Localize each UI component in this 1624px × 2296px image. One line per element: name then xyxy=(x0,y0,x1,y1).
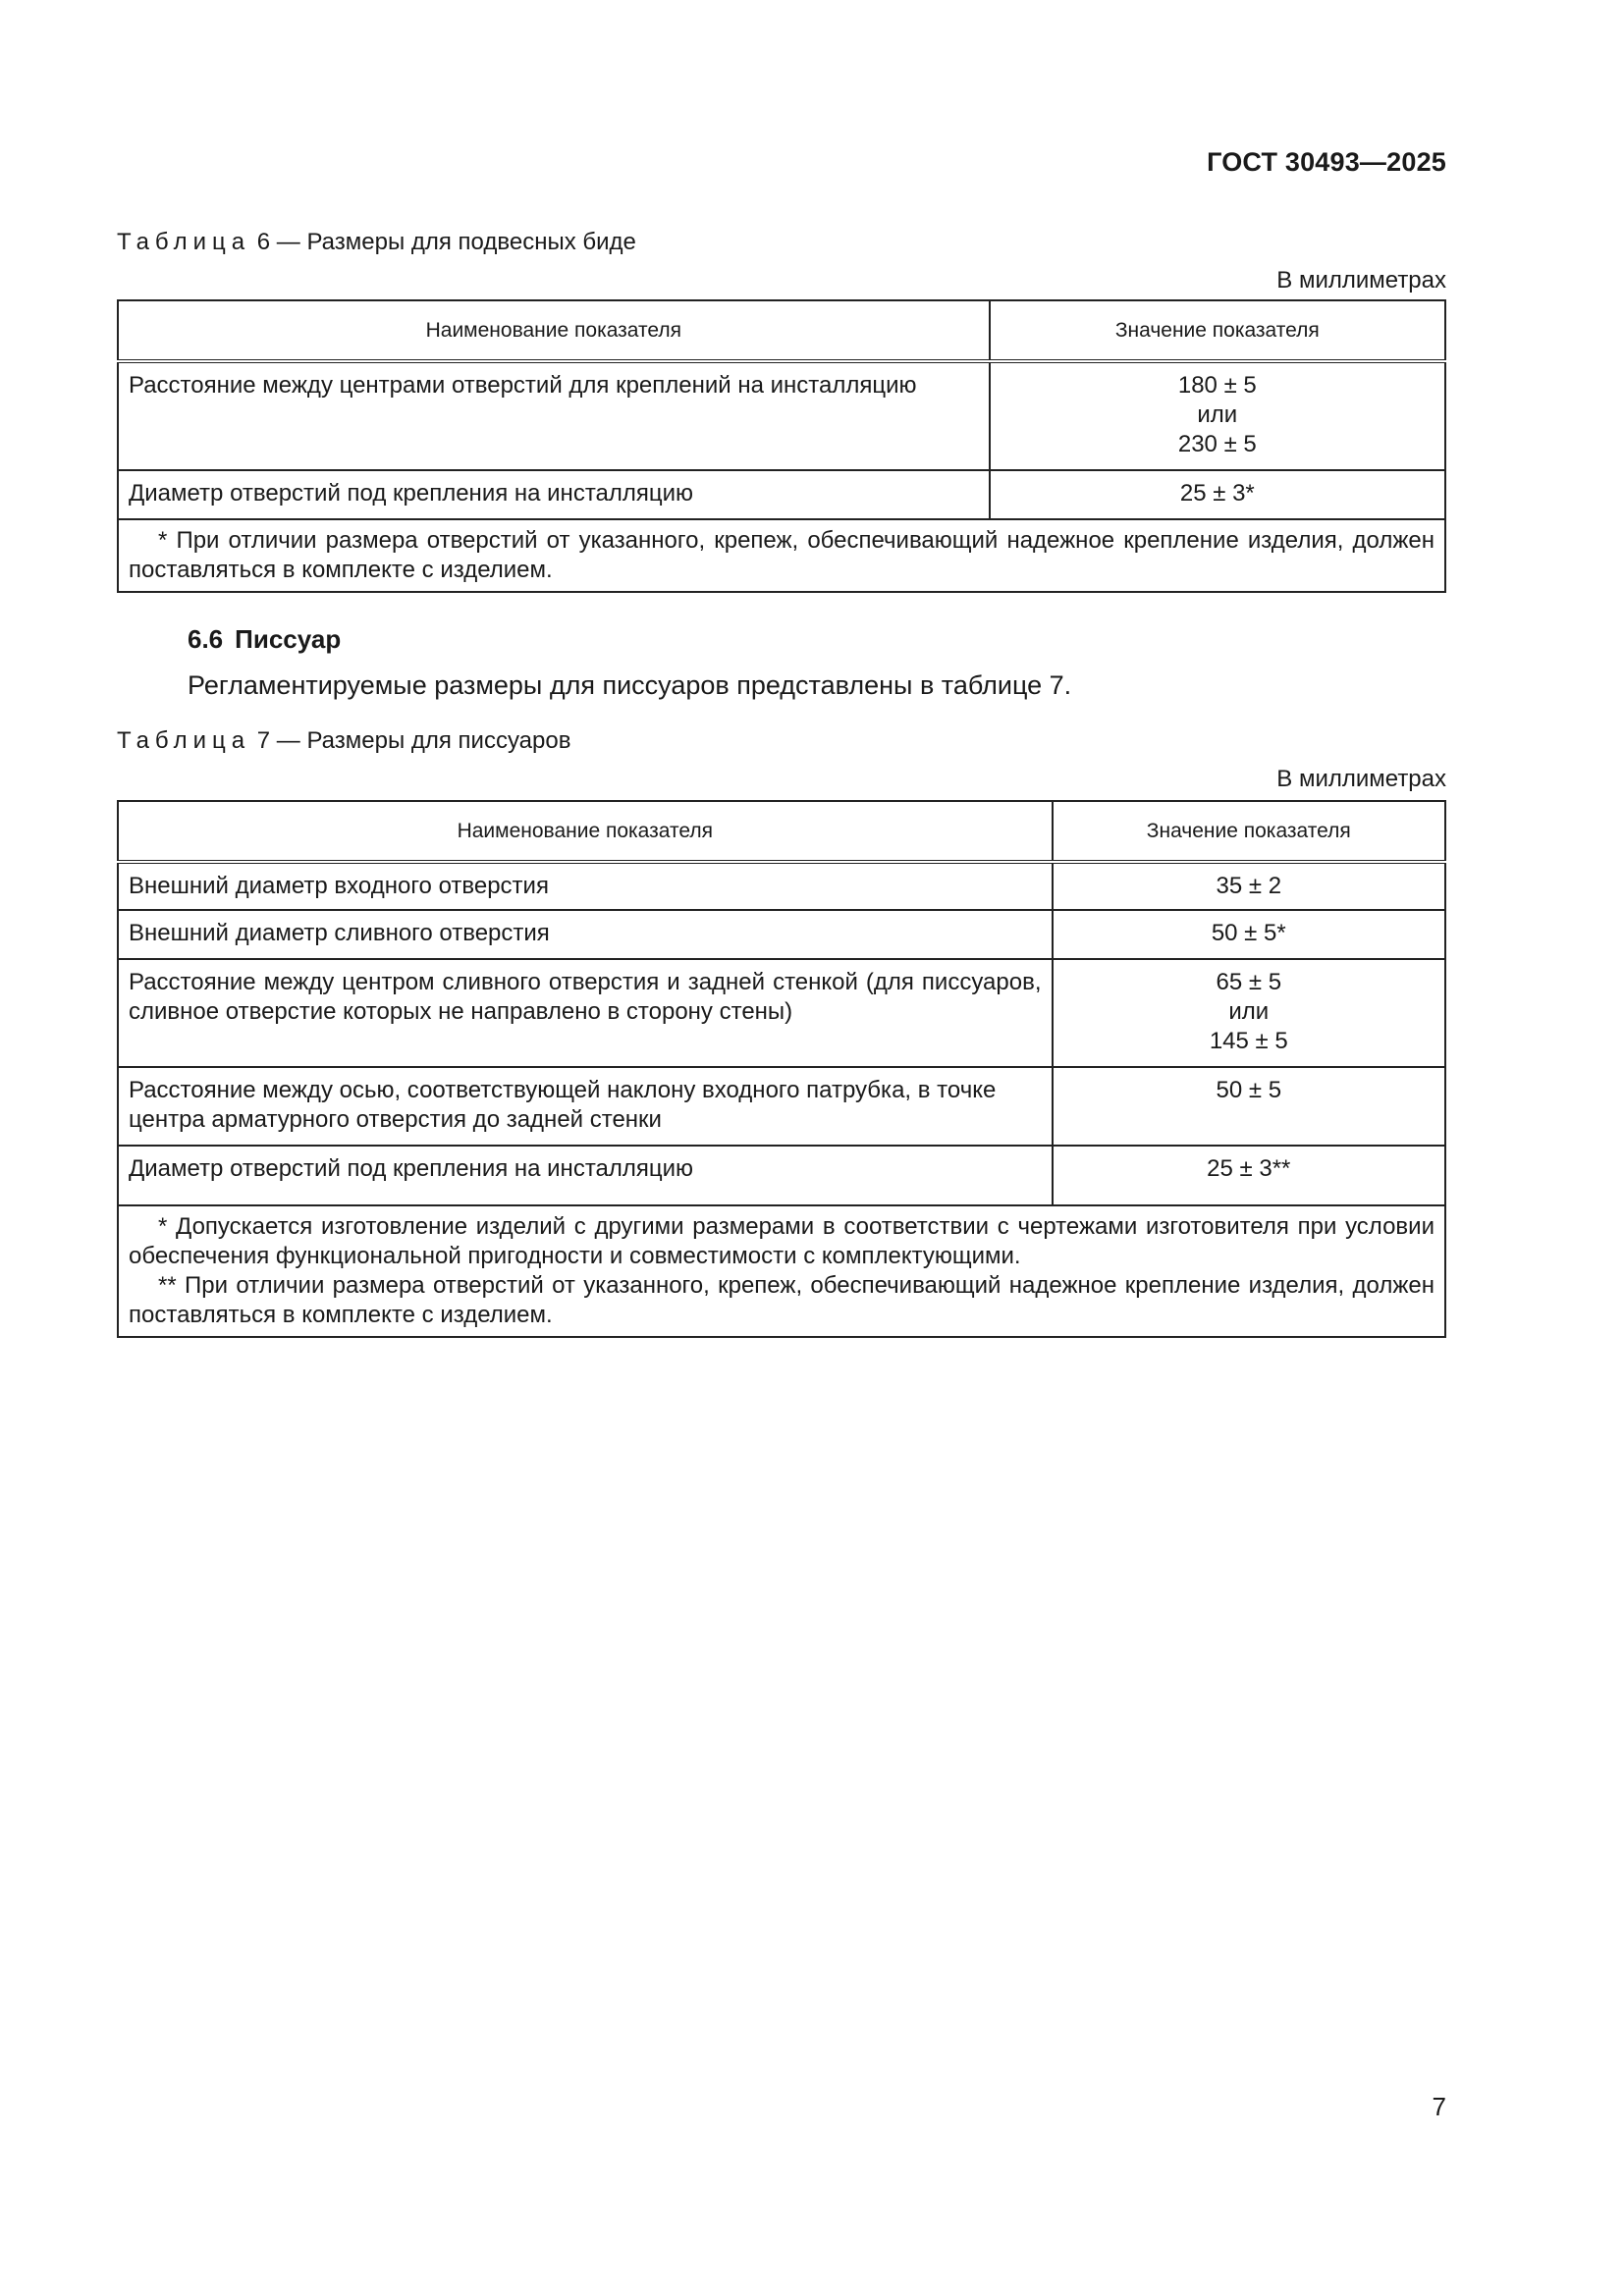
footnote: ** При отличии размера отверстий от указанного, крепеж, обеспечивающий надежное крепление изделия, должен поставляться в комплекте с изделием. xyxy=(129,1272,1435,1328)
table-6-caption-word: Таблица xyxy=(117,229,251,255)
value-line: 35 ± 2 xyxy=(1216,873,1282,899)
page-number: 7 xyxy=(1432,2092,1446,2121)
table-7 xyxy=(117,800,1446,1338)
table-7-caption-title: 7 — Размеры для писсуаров xyxy=(250,727,571,754)
value-line: или xyxy=(1197,401,1238,428)
value-line: 50 ± 5* xyxy=(1211,920,1286,946)
table-row xyxy=(118,361,1445,470)
table-6-footnote-row xyxy=(118,519,1445,592)
footnote: * Допускается изготовление изделий с другими размерами в соответствии с чертежами изготовителя при условии обеспечения функциональной пригодности и совместимости с комплектующими. xyxy=(129,1213,1435,1269)
table-7-row-1-name: Внешний диаметр входного отверстия xyxy=(118,862,1053,910)
footnote: * При отличии размера отверстий от указанного, крепеж, обеспечивающий надежное крепление изделия, должен поставляться в комплекте с изделием. xyxy=(129,527,1435,583)
table-7-header-value: Значение показателя xyxy=(1053,801,1445,862)
table-6-caption xyxy=(117,229,636,256)
section-heading xyxy=(188,624,341,655)
table-7-caption xyxy=(117,727,570,755)
table-row xyxy=(118,1146,1445,1205)
table-6-footnotes xyxy=(118,519,1445,592)
table-7-unit-note: В миллиметрах xyxy=(1276,766,1446,792)
value-line: 25 ± 3* xyxy=(1179,480,1255,507)
table-7-caption-word: Таблица xyxy=(117,727,251,754)
table-6-header-name: Наименование показателя xyxy=(118,300,990,361)
table-6-unit-note: В миллиметрах xyxy=(1276,267,1446,294)
table-7-row-3-name: Расстояние между центром сливного отверстия и задней стенкой (для писсуаров, сливное отверстие которых не направлено в сторону стены) xyxy=(118,959,1053,1067)
document-code: ГОСТ 30493—2025 xyxy=(1207,147,1446,177)
table-row xyxy=(118,910,1445,959)
table-7-row-5-name: Диаметр отверстий под крепления на инсталляцию xyxy=(118,1146,1053,1205)
table-6-header-value: Значение показателя xyxy=(990,300,1445,361)
value-line: или xyxy=(1228,998,1270,1025)
table-7-row-4-value xyxy=(1053,1067,1445,1146)
table-6-row-1-name: Расстояние между центрами отверстий для креплений на инсталляцию xyxy=(118,361,990,470)
value-line: 65 ± 5 xyxy=(1216,969,1282,995)
section-paragraph: Регламентируемые размеры для писсуаров представлены в таблице 7. xyxy=(188,670,1072,700)
table-row xyxy=(118,470,1445,519)
value-line: 230 ± 5 xyxy=(1177,431,1257,457)
table-7-row-2-value xyxy=(1053,910,1445,959)
table-6-caption-title: 6 — Размеры для подвесных биде xyxy=(250,229,636,255)
table-7-row-1-value xyxy=(1053,862,1445,910)
table-row xyxy=(118,862,1445,910)
table-7-row-3-value xyxy=(1053,959,1445,1067)
table-7-row-2-name: Внешний диаметр сливного отверстия xyxy=(118,910,1053,959)
table-6-row-2-value xyxy=(990,470,1445,519)
table-row xyxy=(118,959,1445,1067)
table-6 xyxy=(117,299,1446,593)
table-7-footnote-row xyxy=(118,1205,1445,1337)
value-line: 180 ± 5 xyxy=(1177,372,1257,399)
value-line: 25 ± 3** xyxy=(1207,1155,1291,1182)
table-6-header-row xyxy=(118,300,1445,361)
section-title: Писсуар xyxy=(235,624,342,654)
table-7-header-name: Наименование показателя xyxy=(118,801,1053,862)
value-line: 145 ± 5 xyxy=(1209,1028,1288,1054)
table-7-row-5-value xyxy=(1053,1146,1445,1205)
table-7-footnotes xyxy=(118,1205,1445,1337)
value-line: 50 ± 5 xyxy=(1216,1077,1282,1103)
table-7-header-row xyxy=(118,801,1445,862)
table-row xyxy=(118,1067,1445,1146)
table-7-row-4-name: Расстояние между осью, соответствующей наклону входного патрубка, в точке центра арматурного отверстия до задней стенки xyxy=(118,1067,1053,1146)
section-number: 6.6 xyxy=(188,624,224,654)
table-6-row-1-value xyxy=(990,361,1445,470)
table-6-row-2-name: Диаметр отверстий под крепления на инсталляцию xyxy=(118,470,990,519)
